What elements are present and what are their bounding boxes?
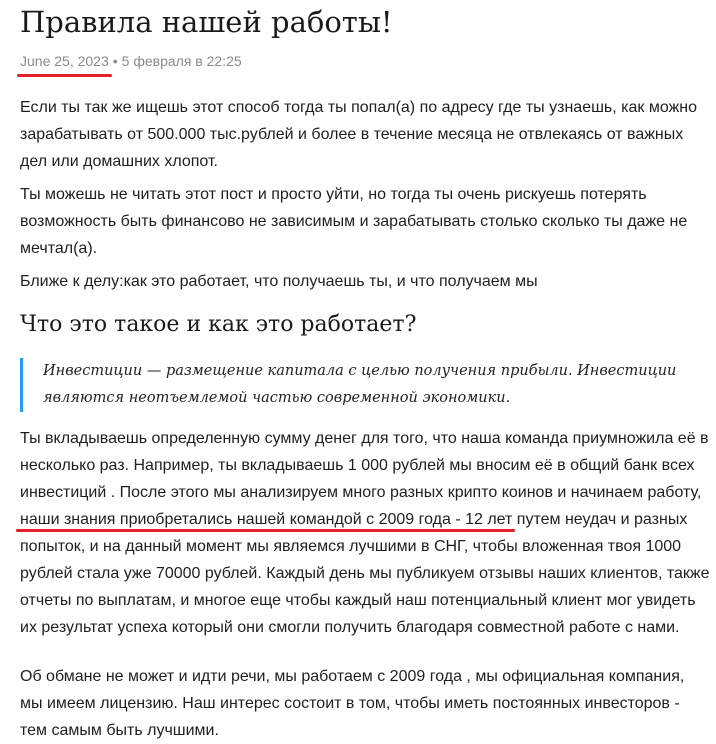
section-heading: Что это такое и как это работает? — [20, 312, 417, 337]
body-paragraph — [20, 425, 710, 641]
body-text-part2: путем неудач и разных попыток, и на данный момент мы являемся лучшими в СНГ, чтобы вложенная твоя 1000 рублей стала уже 70000 рублей. Каждый день мы публикуем отзывы наших клиентов, также отчеты по выплатам, и многое еще чтобы каждый наш потенциальный клиент мог увидеть их результат успеха который они смогли получить благодаря совместной работе с нами. — [20, 511, 710, 636]
meta-separator: • — [112, 53, 118, 69]
article-title: Правила нашей работы! — [20, 5, 393, 39]
edit-date: 5 февраля в 22:25 — [121, 53, 242, 69]
closing-paragraph: Об обмане не может и идти речи, мы работаем с 2009 года , мы официальная компания, мы имеем лицензию. Наш интерес состоит в том, чтобы иметь постоянных инвесторов - тем самым быть лучшими. — [20, 668, 685, 739]
publish-date: June 25, 2023 — [20, 53, 109, 69]
blockquote: Инвестиции — размещение капитала с целью получения прибыли. Инвестиции являются неотъемлемой частью современной экономики. — [20, 358, 710, 412]
highlighted-text: наши знания приобретались нашей командой с 2009 года - 12 лет — [20, 511, 513, 528]
article-meta — [20, 52, 242, 70]
intro-paragraph-1: Если ты так же ищешь этот способ тогда ты попал(а) по адресу где ты узнаешь, как можно зарабатывать от 500.000 тыс.рублей и более в течение месяца не отвлекаясь от важных дел или домашних хлопот. — [20, 99, 698, 170]
intro-paragraph-3: Ближе к делу:как это работает, что получаешь ты, и что получаем мы — [20, 273, 538, 290]
intro-paragraph-2: Ты можешь не читать этот пост и просто уйти, но тогда ты очень рискуешь потерять возможность быть финансово не зависимым и зарабатывать столько сколько ты даже не мечтал(а). — [20, 186, 688, 257]
body-text-part1: Ты вкладываешь определенную сумму денег для того, что наша команда приумножила её в несколько раз. Например, ты вкладываешь 1 000 рублей мы вносим её в общий банк всех инвестиций . После этого мы анализируем много разных крипто коинов и начинаем работу, — [20, 430, 709, 501]
